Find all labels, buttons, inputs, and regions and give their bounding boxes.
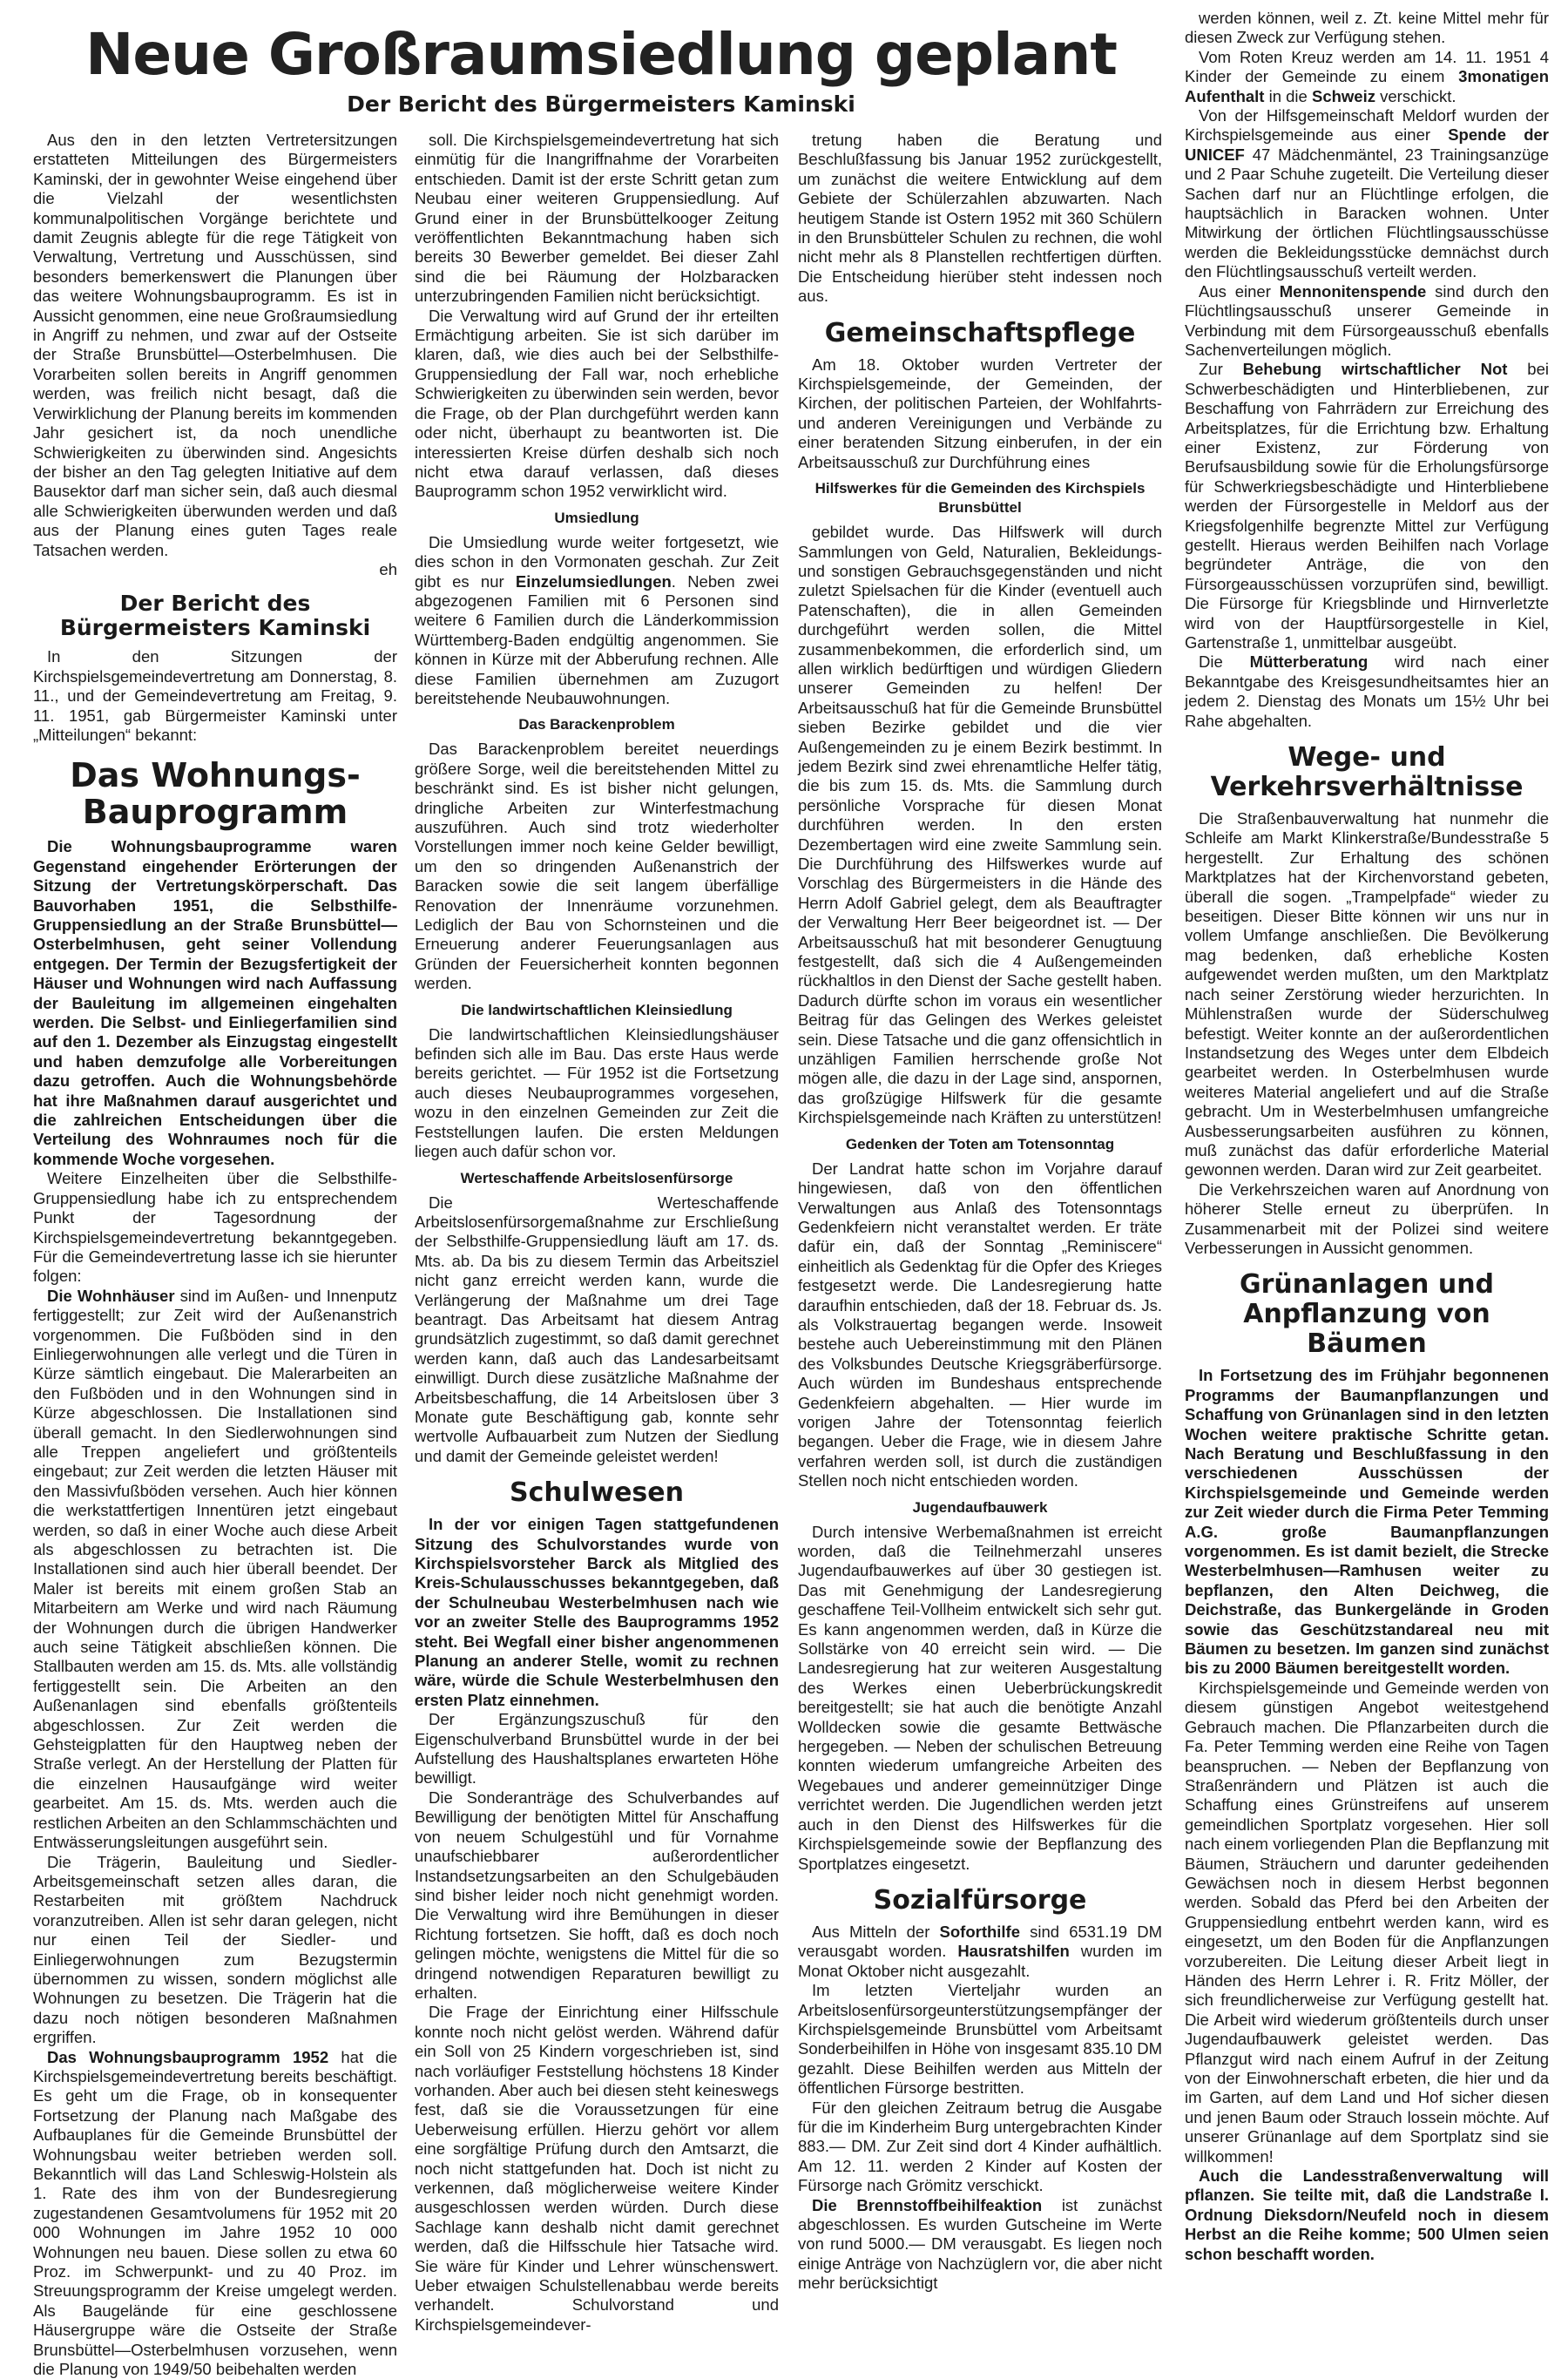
section-heading: Wege- und Verkehrsverhältnisse: [1210, 742, 1524, 803]
bold-phrase: Schweiz: [1311, 86, 1375, 105]
paragraph: Die Verkehrszeichen waren auf Anordnung von höherer Stelle erneut zu überprüfen. In Zusammenarbeit mit der Polizei sind weitere Verbesserungen in Aussicht genommen.: [1185, 1179, 1549, 1257]
bold-phrase: 3monatigen Aufenthalt: [1185, 67, 1549, 105]
bold-phrase: Die Wohnhäuser: [47, 1286, 175, 1305]
paragraph: [798, 2196, 1162, 2294]
bold-phrase: Spende der UNICEF: [1185, 125, 1549, 164]
paragraph: [798, 1923, 1162, 1981]
paragraph: soll. Die Kirchspielsgemeindevertretung hat sich einmütig für die Inangriffnahme der Vorarbeiten entschieden. Damit ist der erste Schritt getan zum Neubau einer weiteren Gruppensiedlung. Auf Grund einer in der Brunsbüttelkooger Zeitung veröffentlichten Bekanntmachung haben sich bereits 30 Bewerber gemeldet. Bei dieser Zahl sind die bei Räumung der Holzbaracken unterzubringenden Familien nicht berücksichtigt.: [415, 131, 779, 306]
paragraph: tretung haben die Beratung und Beschlußfassung bis Januar 1952 zurückgestellt, um zunächst die weitere Entwicklung auf dem Gebiete der Schülerzahlen abzuwarten. Nach heutigem Stande ist Ostern 1952 mit 360 Schülern in den Brunsbütteler Schulen zu rechnen, die wohl nicht mehr als 8 Planstellen rechtfertigen dürften. Die Entscheidung hierüber steht indessen noch aus.: [798, 131, 1162, 306]
text-run: . Neben zwei abgezogenen Familien mit 6 Personen sind weitere 6 Familien durch die Länderkommission Württemberg-Baden endgültig angenommen. Sie können in Kürze mit der Abberufung rechnen. Alle diese Familien übernehmen am Zuzugort bereitstehende Neubauwohnungen.: [415, 571, 779, 707]
subsection-heading: Das Barackenproblem: [518, 716, 675, 733]
paragraph: Kirchspielsgemeinde und Gemeinde werden von diesem günstigen Angebot weitestgehend Gebrauch machen. Die Pflanzarbeiten durch die Fa. Peter Temming werden eine Reihe von Tagen beanspruchen. — Neben der Bepflanzung von Straßenrändern und Plätzen ist auch die Schaffung eines Grünstreifens auf unserem gemeindlichen Sportplatz vorgesehen. Hier soll nach einem vorliegenden Plan die Bepflanzung mit Bäumen, Sträuchern und darunter gedeihenden Gewächsen noch in diesem Herbst begonnen werden. Sobald das Pferd bei den Arbeiten der Gruppensiedlung entbehrt werden kann, wird es eingesetzt, um den Boden für die Anpflanzungen vorzubereiten. Die Leitung dieser Arbeit liegt in Händen des Herrn Lehrer i. R. Fritz Möller, der sich freundlicherweise zur Verfügung gestellt hat. Die Arbeit wird wiederum größtenteils durch unser Jugendaufbauwerk geleistet werden. Das Pflanzgut wird nach einem Aufruf in der Zeitung von der Einwohnerschaft erbeten, die hier und da im Garten, auf dem Land und Hof sicher diesen und jenen Baum oder Strauch lossein möchte. Auf unserer Grünanlage auf dem Sportplatz sind sie willkommen!: [1185, 1678, 1549, 2166]
bold-paragraph: Die Wohnungsbauprogramme waren Gegenstand eingehender Erörterungen der Sitzung der Vertretungskörperschaft. Das Bauvorhaben 1951, die Selbsthilfe-Gruppensiedlung an der Straße Brunsbüttel—Osterbelmhusen, geht seiner Vollendung entgegen. Der Termin der Bezugsfertigkeit der Häuser und Wohnungen wird nach Auffassung der Bauleitung im allgemeinen eingehalten werden. Die Selbst- und Einliegerfamilien sind auf den 1. Dezember als Einzugstag eingestellt und haben demzufolge alle Vorbereitungen dazu getroffen. Auch die Wohnungsbehörde hat ihre Maßnahmen darauf ausgerichtet und die zahlreichen Entscheidungen über die Verteilung des Wohnraumes noch für die kommende Woche vorgesehen.: [33, 837, 397, 1168]
paragraph: Das Barackenproblem bereitet neuerdings größere Sorge, weil die bereitstehenden Mittel zu beschränkt sind. Es ist bisher nicht gelungen, dringliche Arbeiten zur Winterfestmachung auszuführen. Auch sind trotz wiederholter Vorstellungen immer noch keine Gelder bewilligt, um den so dringenden Außenanstrich der Baracken sowie die seit langem überfällige Renovation der Innenräume vorzunehmen. Lediglich der Bau von Schornsteinen und die Erneuerung anderer Feuerungsanlagen aus Gründen der Feuersicherheit konnten begonnen werden.: [415, 740, 779, 993]
paragraph: Aus den in den letzten Vertretersitzungen erstatteten Mitteilungen des Bürgermeisters Kaminski, der in gewohnter Weise eingehend über die Vielzahl der wesentlichsten kommunalpolitischen Vorgänge berichtete und damit Zeugnis ablegte für die rege Tätigkeit von Verwaltung, Vertretung und Ausschüssen, sind besonders bemerkenswert die Planungen über das weitere Wohnungsbauprogramm. Es ist in Aussicht genommen, eine neue Großraumsiedlung in Angriff zu nehmen, und zwar auf der Ostseite der Straße Brunsbüttel—Osterbelmhusen. Die Vorarbeiten sollen bereits in Angriff genommen werden, was freilich nicht besagt, daß die Verwirklichung der Planung bereits im kommenden Jahr gesichert ist, da noch unendliche Schwierigkeiten zu überwinden sind. Angesichts der bisher an den Tag gelegten Initiative auf dem Bausektor darf man sicher sein, daß auch diesmal alle Schwierigkeiten überwunden werden und daß aus der Planung eines guten Tages reale Tatsachen werden.: [33, 131, 397, 559]
bold-phrase: Mennonitenspende: [1279, 281, 1427, 301]
bold-paragraph: Auch die Landesstraßenverwaltung will pflanzen. Sie teilte mit, daß die Landstraße I. Ordnung Dieksdorn/Neufeld noch in diesem Herbst an die Reihe komme; 500 Ulmen seien schon beschafft worden.: [1185, 2166, 1549, 2263]
subsection-heading: Jugendaufbauwerk: [912, 1498, 1048, 1516]
paragraph: Die landwirtschaftlichen Kleinsiedlungshäuser befinden sich alle im Bau. Das erste Haus werde bereits gerichtet. — Für 1952 ist die Fortsetzung auch dieses Neubauprogrammes vorgesehen, wozu in den einzelnen Gemeinden zur Zeit die Feststellungen laufen. Die ersten Meldungen liegen auch dafür schon vor.: [415, 1024, 779, 1161]
paragraph: Die Verwaltung wird auf Grund der ihr erteilten Ermächtigung arbeiten. Sie ist sich darüber im klaren, daß, wie dies auch bei der Selbsthilfe-Gruppensiedlung der Fall war, noch erhebliche Schwierigkeiten zu überwinden sein werden, bevor die Frage, ob der Plan durchgeführt werden kann oder nicht, überhaupt zu beantworten ist. Die interessierten Kreise dürfen deshalb sich noch nicht etwa darauf verlassen, daß dieses Bauprogramm schon 1952 verwirklicht wird.: [415, 306, 779, 501]
paragraph: [1185, 282, 1549, 361]
text-run: in die: [1264, 86, 1312, 105]
bold-phrase: Einzelumsiedlungen: [515, 571, 672, 591]
paragraph: In den Sitzungen der Kirchspielsgemeindevertretung am Donnerstag, 8. 11., und der Gemeindevertretung am Freitag, 9. 11. 1951, gab Bürgermeister Kaminski unter „Mitteilungen“ bekannt:: [33, 647, 397, 744]
paragraph: [1185, 48, 1549, 106]
author-signature: eh: [379, 559, 397, 578]
paragraph: Im letzten Vierteljahr wurden an Arbeitslosenfürsorgeunterstützungsempfänger der Kirchspielsgemeinde Brunsbüttel vom Arbeitsamt Sonderbeihilfen in Höhe von insgesamt 835.10 DM gezahlt. Diese Beihilfen werden aus Mitteln der öffentlichen Fürsorge bestritten.: [798, 1981, 1162, 2098]
subsection-heading: Werteschaffende Arbeitslosenfürsorge: [460, 1169, 733, 1186]
paragraph: gebildet wurde. Das Hilfswerk will durch Sammlungen von Geld, Naturalien, Bekleidungs- und sonstigen Gebrauchsgegenständen und nicht zuletzt Spielsachen für die Kinder (eventuell auch Patenschaften), die in allen Gemeinden durchgeführt werden sollen, die Mittel zusammenbekommen, die erforderlich sind, um allen wirklich bedürftigen und würdigen Gliedern unserer Gemeinden zu helfen! Der Arbeitsausschuß hat für die Gemeinde Brunsbüttel sieben Bezirke gebildet und die vier Außengemeinden zu je einem Bezirk bestimmt. In jedem Bezirk sind zwei ehrenamtliche Helfer tätig, die bis zum 15. ds. Mts. die Sammlung durch persönliche Vorsprache für diesen Monat durchführen werden. In den ersten Dezembertagen wird eine zweite Sammlung sein. Die Durchführung des Hilfswerkes wurde auf Vorschlag des Bürgermeisters in die Hände des Herrn Adolf Gabriel gelegt, dem als Beauftragter der Verwaltung Herr Beer beigeordnet ist. — Der Arbeitsausschuß hat mit besonderer Genugtuung festgestellt, daß sich die 4 Außengemeinden rückhaltlos in den Dienst der Sache gestellt haben. Dadurch dürfte schon im voraus ein wesentlicher Beitrag für das Gelingen des Werkes geleistet sein. Diese Tatsache und die ganz offensichtlich in unzähligen Familien herrschende große Not mögen alle, die dazu in der Lage sind, anspornen, das großzügige Hilfswerk für die gesamte Kirchspielsgemeinde nach Kräften zu unterstützen!: [798, 523, 1162, 1127]
section-heading: Grünanlagen und Anpflanzung von Bäumen: [1239, 1269, 1495, 1360]
section-heading: Sozialfürsorge: [873, 1884, 1087, 1916]
section-heading: Schulwesen: [509, 1477, 684, 1509]
paragraph: Für den gleichen Zeitraum betrug die Ausgabe für die im Kinderheim Burg untergebrachten Kinder 883.— DM. Zur Zeit sind dort 4 Kinder aufhältlich. Am 12. 11. werden 2 Kinder auf Kosten der Fürsorge nach Grömitz verschickt.: [798, 2098, 1162, 2195]
paragraph: Die Trägerin, Bauleitung und Siedler-Arbeitsgemeinschaft setzen alles daran, die Restarbeiten mit größtem Nachdruck voranzutreiben. Allen ist sehr daran gelegen, nicht nur einen Teil der Siedler- und Einliegerwohnungen zum Bezugstermin übernommen zu wissen, sondern möglichst alle Wohnungen zu besetzen. Die Trägerin hat die dazu noch nötigen besonderen Maßnahmen ergriffen.: [33, 1852, 397, 2047]
paragraph: [33, 1287, 397, 1853]
text-run: sind durch den Flüchtlingsausschuß unserer Gemeinde in Verbindung mit dem Fürsorgeausschuß ebenfalls Sachenverteilungen möglich.: [1185, 281, 1549, 359]
bold-phrase: Die Brennstoffbeihilfeaktion: [812, 2195, 1043, 2214]
text-run: sind im Außen- und Innenputz fertiggestellt; zur Zeit wird der Außenanstrich vorgenommen. Die Fußböden sind in den Einliegerwohnungen alle verlegt und die Türen in Kürze sämtlich eingebaut. Die Malerarbeiten an den Fußböden und in den Wohnungen sind in Kürze abgeschlossen. Die Installationen sind überall gemacht. In den Siedlerwohnungen sind alle Treppen angeliefert und größtenteils eingebaut; zur Zeit werden die letzten Häuser mit den Massivfußböden versehen. Auch hier können die werkstattfertigen Innentüren jetzt eingebaut werden, so daß in einer Woche auch diese Arbeit als abgeschlossen zu betrachten ist. Die Installationen sind auch hier überall beendet. Der Maler ist bereits mit einem großen Stab an Mitarbeitern am Werke und wird nach Räumung der Wohnungen durch die übrigen Handwerker auch seine Tätigkeit abschließen können. Die Stallbauten werden am 15. ds. Mts. alle vollständig fertiggestellt sein. Die Arbeiten an den Außenanlagen sind ebenfalls größtenteils abgeschlossen. Zur Zeit werden die Gehsteigplatten für den Hauptweg neben der Straße verlegt. An der Herstellung der Platten für die einzelnen Hausaufgänge wird weiter gearbeitet. Am 15. ds. Mts. werden auch die restlichen Arbeiten an den Schlammschächten und Entwässerungsleitungen ausgeführt sein.: [33, 1286, 397, 1852]
text-run: Vom Roten Kreuz werden am 14. 11. 1951 4 Kinder der Gemeinde zu einem: [1185, 47, 1549, 86]
subheadline: Der Bericht des Bürgermeisters Kaminski: [347, 91, 855, 117]
paragraph: [33, 2048, 397, 2379]
text-run: hat die Kirchspielsgemeindevertretung bereits beschäftigt. Es geht um die Frage, ob in konsequenter Fortsetzung der Planung nach Maßgabe des Aufbauplanes für die Gemeinde Brunsbüttel der Wohnungsbau weiter betrieben werden soll. Bekanntlich will das Land Schleswig-Holstein als 1. Rate des ihm von der Bundesregierung zugestandenen Gesamtvolumens für 1952 mit 20 000 Wohnungen im Jahre 1952 10 000 Wohnungen neu bauen. Diese sollen zu etwa 60 Proz. im Schwerpunkt- und zu 40 Proz. im Streuungsprogramm der Kreise umgelegt werden. Als Baugelände für eine geschlossene Häusergruppe wäre die Ostseite der Straße Brunsbüttel—Osterbelmhusen vorzusehen, wenn die Planung von 1949/50 beibehalten werden: [33, 2047, 397, 2379]
paragraph: Die Werteschaffende Arbeitslosenfürsorgemaßnahme zur Erschließung der Selbsthilfe-Gruppensiedlung läuft am 17. ds. Mts. ab. Da bis zu diesem Termin das Arbeitsziel nicht ganz erreicht werden kann, wurde die Verlängerung der Maßnahme um drei Tage beantragt. Das Arbeitsamt hat diesem Antrag grundsätzlich zugestimmt, so daß damit gerechnet werden kann, daß auch das Landesarbeitsamt einwilligt. Durch diese zusätzliche Maßnahme der Arbeitsbeschaffung, die 14 Arbeitslosen über 3 Monate gute Beschäftigung gab, konnte sehr wertvolle Aufbauarbeit zum Nutzen der Siedlung und damit der Gemeinde geleistet werden!: [415, 1193, 779, 1465]
paragraph: Weitere Einzelheiten über die Selbsthilfe-Gruppensiedlung habe ich zu entsprechendem Punkt der Tagesordnung der Kirchspielsgemeindevertretung bekanntgegeben. Für die Gemeindevertretung lasse ich sie hierunter folgen:: [33, 1169, 397, 1286]
bold-phrase: Behebung wirtschaftlicher Not: [1242, 360, 1508, 379]
bold-phrase: Soforthilfe: [939, 1922, 1021, 1941]
section-heading: Der Bericht des Bürgermeisters Kaminski: [59, 591, 371, 641]
article-column-4: [1185, 9, 1549, 2308]
paragraph: werden können, weil z. Zt. keine Mittel mehr für diesen Zweck zur Verfügung stehen.: [1185, 9, 1549, 47]
subsection-heading: Gedenken der Toten am Totensonntag: [845, 1135, 1115, 1152]
text-run: bei Schwerbeschädigten und Hinterbliebenen, zur Beschaffung von Fahrrädern zur Erreichung des Arbeitsplatzes, für die Errichtung bzw. Erhaltung einer Existenz, zur Förderung von Berufsausbildung sowie für die Erholungsfürsorge für Schwerkriegsbeschädigte und Hinterbliebene werden der Fürsorgestelle in Meldorf aus der Kriegsfolgenhilfe begrenzte Mittel zur Verfügung gestellt. Hieraus werden Beihilfen nach Vorlage begründeter Anträge, die von den Fürsorgeausschüssen vorzuprüfen sind, bewilligt. Die Fürsorge für Kriegsblinde und Hirnverletzte wird von der Hauptfürsorgestelle in Kiel, Gartenstraße 1, unmittelbar ausgeübt.: [1185, 360, 1549, 652]
paragraph: Die Frage der Einrichtung einer Hilfsschule konnte noch nicht gelöst werden. Während dafür ein Soll von 25 Kindern vorgeschrieben ist, sind nach vorläufiger Feststellung höchstens 18 Kinder vorhanden. Aber auch bei diesen steht keineswegs fest, daß sie die Voraussetzungen für eine Ueberweisung erfüllen. Hierzu gehört vor allem eine sorgfältige Prüfung durch den Amtsarzt, die noch nicht stattgefunden hat. Doch ist nicht zu verkennen, daß möglicherweise weitere Kinder ausgeschlossen werden würden. Durch diese Sachlage kann deshalb nicht damit gerechnet werden, daß die Hilfsschule hier Tatsache wird. Sie wäre für Kinder und Lehrer wünschenswert. Ueber etwaigen Schulstellenabbau werde bereits verhandelt. Schulvorstand und Kirchspielsgemeindever-: [415, 2003, 779, 2334]
text-run: Die Umsiedlung wurde weiter fortgesetzt, wie dies schon in den Vormonaten geschah. Zur Zeit gibt es nur: [415, 532, 779, 591]
paragraph: Durch intensive Werbemaßnahmen ist erreicht worden, daß die Teilnehmerzahl unseres Jugendaufbauwerkes auf über 30 gestiegen ist. Das mit Genehmigung der Landesregierung geschaffene Teil-Vollheim entwickelt sich sehr gut. Es kann angenommen werden, daß in Kürze die Sollstärke von 40 erreicht sein wird. — Die Landesregierung hat zur weiteren Ausgestaltung des Werkes einen Ueberbrückungskredit bereitgestellt; sie hat auch die benötigte Anzahl Wolldecken sowie die gesamte Bettwäsche hergegeben. — Neben der schulischen Betreuung konnten wiederum umfangreiche Arbeiten des Wegebaues und anderer gemeinnütziger Dinge verrichtet werden. Die Jugendlichen werden jetzt auch in den Dienst des Hilfswerkes für die Kirchspielsgemeinde sowie der Bepflanzung des Sportplatzes eingesetzt.: [798, 1522, 1162, 1873]
headline: Neue Großraumsiedlung geplant: [85, 21, 1117, 88]
paragraph: Die Straßenbauverwaltung hat nunmehr die Schleife am Markt Klinkerstraße/Bundesstraße 5 hergestellt. Zur Erhaltung des schönen Marktplatzes hat der Kirchenvorstand gebeten, überall die sogen. „Trampelpfade“ wieder zu beseitigen. Dieser Bitte können wir uns nur in vollem Umfange anschließen. Die Bevölkerung mag bedenken, daß erhebliche Kosten aufgewendet werden mußten, um den Marktplatz nach seiner Zerstörung wieder herzurichten. In Mühlenstraßen wurde der Süderschulweg befestigt. Weiter konnte an der außerordentlichen Instandsetzung des Weges unter dem Elbdeich gearbeitet werden. In Osterbelmhusen wurde weiteres Material angeliefert und auf die Straße gebracht. Um in Westerbelmhusen umfangreiche Ausbesserungsarbeiten ausführen zu können, muß zunächst das dafür erforderliche Material gewonnen werden. Daran wird zur Zeit gearbeitet.: [1185, 809, 1549, 1179]
subsection-heading: Hilfswerkes für die Gemeinden des Kirchspiels Brunsbüttel: [814, 480, 1146, 517]
paragraph: Der Landrat hatte schon im Vorjahre darauf hingewiesen, daß von den öffentlichen Verwaltungen aus Anlaß des Totensonntags Gedenkfeiern nicht veranstaltet werden. Er träte dafür ein, daß der Sonntag „Reminiscere“ einheitlich als Gedenktag für die Opfer des Krieges festgesetzt werde. Die Landesregierung hatte daraufhin entschieden, daß der 18. Februar ds. Js. als Volkstrauertag begangen werde. Insoweit bestehe auch Uebereinstimmung mit den Plänen des Volksbundes Deutsche Kriegsgräberfürsorge. Auch würden im Bundeshaus entsprechende Gedenkfeiern abgehalten. — Hier wurde im vorigen Jahre der Totensonntag feierlich begangen. Ueber die Frage, wie in diesem Jahre verfahren werden soll, ist durch die zuständigen Stellen noch nicht entschieden worden.: [798, 1159, 1162, 1490]
paragraph: Die Sonderanträge des Schulverbandes auf Bewilligung der benötigten Mittel für Anschaffung von neuem Schulgestühl und für Vornahme unaufschiebbarer außerordentlicher Instandsetzungsarbeiten an den Schulgebäuden sind bisher leider noch nicht genehmigt worden. Die Verwaltung wird ihre Bemühungen in dieser Richtung fortsetzen. Sie hofft, daß es doch noch gelingen möchte, wenigstens die Mittel für die so dringend notwendigen Reparaturen bewilligt zu erhalten.: [415, 1788, 779, 2002]
section-heading: Das Wohnungs-Bauprogramm: [70, 756, 361, 832]
bold-phrase: Das Wohnungsbauprogramm 1952: [47, 2047, 329, 2066]
text-run: ist zunächst abgeschlossen. Es wurden Gutscheine im Werte von rund 5000.— DM verausgabt. Es liegen noch einige Anträge von Nachzüglern vor, die aber nicht mehr berücksichtigt: [798, 2195, 1162, 2293]
article-column-3: [798, 131, 1162, 2308]
subsection-heading: Die landwirtschaftlichen Kleinsiedlung: [461, 1001, 733, 1018]
bold-paragraph: In Fortsetzung des im Frühjahr begonnenen Programms der Baumanpflanzungen und Schaffung von Grünanlagen sind in den letzten Wochen weitere praktische Schritte getan. Nach Beratung und Beschlußfassung in den verschiedenen Ausschüssen der Kirchspielsgemeinde und Gemeinde werden zur Zeit wieder durch die Firma Peter Temming A.G. große Baumanpflanzungen vorgenommen. Es ist damit bezielt, die Strecke Westerbelmhusen—Ramhusen weiter zu bepflanzen, den Alten Deichweg, die Deichstraße, das Bunkergelände in Groden sowie das Geschützstandareal neu mit Bäumen zu besetzen. Im ganzen sind zunächst bis zu 2000 Bäumen bereitgestellt worden.: [1185, 1366, 1549, 1678]
bold-phrase: Mütterberatung: [1249, 652, 1369, 672]
text-run: Zur: [1199, 360, 1243, 379]
paragraph: [1185, 106, 1549, 282]
text-run: sind 6531.19 DM verausgabt worden.: [798, 1922, 1162, 1961]
bold-paragraph: In der vor einigen Tagen stattgefundenen Sitzung des Schulvorstandes wurde von Kirchspielsvorsteher Barck als Mitglied des Kreis-Schulausschusses bekanntgegeben, daß der Schulneubau Westerbelmhusen nach wie vor an zweiter Stelle des Bauprogramms 1952 steht. Bei Wegfall einer bisher angenommenen Planung an anderer Stelle, womit zu rechnen wäre, würde die Schule Westerbelmhusen den ersten Platz einnehmen.: [415, 1515, 779, 1709]
text-run: Von der Hilfsgemeinschaft Meldorf wurden der Kirchspielsgemeinde aus einer: [1185, 106, 1549, 145]
paragraph: Am 18. Oktober wurden Vertreter der Kirchspielsgemeinde, der Gemeinden, der Kirchen, der politischen Parteien, der Wohlfahrts- und anderen Vereinigungen und Verbände zu einer beratenden Sitzung einberufen, in der ein Arbeitsausschuß zur Durchführung eines: [798, 355, 1162, 471]
paragraph: [1185, 652, 1549, 731]
paragraph: Der Ergänzungszuschuß für den Eigenschulverband Brunsbüttel wurde in der bei Aufstellung des Haushaltsplanes erwarteten Höhe bewilligt.: [415, 1710, 779, 1788]
text-run: wurden im Monat Oktober nicht ausgezahlt.: [798, 1942, 1162, 1980]
text-run: Die: [1199, 652, 1250, 672]
text-run: 47 Mädchenmäntel, 23 Trainingsanzüge und 2 Paar Schuhe zugeteilt. Die Verteilung dieser Sachen darf nur an Flüchtlinge erfolgen, die hauptsächlich in Baracken wohnen. Unter Mitwirkung der örtlichen Flüchtlingsausschüsse werden die Bekleidungsstücke demnächst durch den Flüchtlingsausschuß verteilt werden.: [1185, 145, 1549, 281]
bold-phrase: Hausratshilfen: [957, 1942, 1070, 1961]
article-column-1: [33, 131, 397, 2379]
paragraph: [1185, 360, 1549, 652]
article-column-2: [415, 131, 779, 2334]
paragraph: [415, 533, 779, 709]
text-run: Aus Mitteln der: [812, 1922, 940, 1941]
section-heading: Gemeinschaftspflege: [824, 317, 1136, 348]
subsection-heading: Umsiedlung: [554, 509, 639, 526]
text-run: wird nach einer Bekanntgabe des Kreisgesundheitsamtes hier an jedem 2. Dienstag des Monats um 15½ Uhr bei Rahe abgehalten.: [1185, 652, 1549, 730]
text-run: verschickt.: [1375, 86, 1456, 105]
text-run: Aus einer: [1199, 281, 1280, 301]
